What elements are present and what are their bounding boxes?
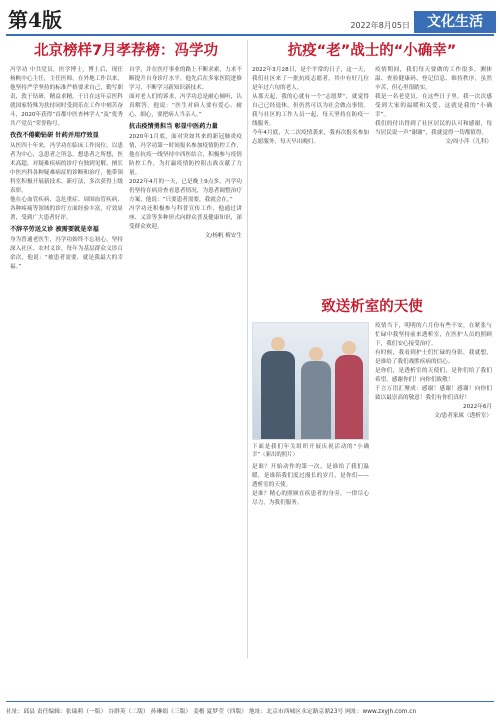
paragraph: 面对老人们的诉求，冯学功总是耐心倾听，认真解答。他说：“医生对病人要有爱心、耐心、细心，要把病人当亲人。” <box>129 94 242 118</box>
section-tag: 文化生活 <box>414 11 496 33</box>
article2-col2 <box>375 66 492 288</box>
paragraph: 千言万语汇聚成：感谢！感谢！感谢！向你们致以最崇高的敬意！我们有你们真好！ <box>375 386 492 401</box>
paragraph: 是你们，是透析室的天使们，是你们给了我们希望。感谢你们！向你们致敬！ <box>375 368 492 383</box>
paragraph: 疫情期间，我们每天要做的工作很多，测体温、查验健康码、登记信息、维持秩序，虽然辛苦，但心里很踏实。 <box>375 67 492 91</box>
paragraph: 从那天起，我的心就有一个“志愿梦”，就觉得自己已经退休，但仍然可以为社会做点事情。我与社区的工作人员一起，每天坚持在防疫一线服务。 <box>252 94 369 127</box>
paragraph: 从医四十年来，冯学功在临床工作岗位，以患者为中心，急患者之所急，想患者之所想，医术高超，对疑难疾病的诊疗有独到见解，擅长中医内科各种疑难病症的诊断和治疗，他带领科室积极开展新技术、新疗法，多次获得上级表彰。 <box>10 143 123 194</box>
article3-title: 致送析室的天使 <box>321 299 423 315</box>
article1-col2 <box>129 66 242 656</box>
paragraph: 2022年4月的一天，已是晚上9点多，冯学功仍坚持在病房查看患者情况，为患者调整治疗方案，他说：“只要患者需要，我就会在。” <box>129 179 242 203</box>
person-figure <box>301 361 331 439</box>
paragraph: 2022年3月28日，是个平常的日子，这一天，我们社区来了一批抗疫志愿者，其中有好几位是年过六旬的老人。 <box>252 67 369 91</box>
paragraph: 是谁？开始动作的第一次，是谁给了我们温暖，是谁陪我们度过漫长的岁月，是你们——透析室的天使。 <box>252 464 369 488</box>
person-head <box>271 337 285 351</box>
group-photo <box>252 322 369 440</box>
article2-col1 <box>252 66 369 288</box>
footer-rule <box>6 701 494 702</box>
page-footer: 社址：邱县 责任编辑：张瑞莉（一版） 谷群英（二版） 孙琳娟（三版） 姜楷 夏梦莹（四版） 地址：北京市西城区永定路京鼎23号 网址：www.zxyjh.com.cn <box>6 709 417 715</box>
article2-author: 文/周小萍（儿科） <box>445 139 492 145</box>
person-head <box>342 341 356 355</box>
article3-body <box>252 322 492 658</box>
photo-caption: 下面是我们年关组织开展庆祝活动的“小确幸”（新出的照片） <box>252 444 369 458</box>
article1-title: 北京榜样7月孝荐榜：冯学功 <box>33 43 219 59</box>
issue-date: 2022年8月05日 <box>350 21 410 30</box>
paragraph: 疫情当下，明明的六月份有些不安，在紧张与忙碌中我坚持前来透析室，在医护人员的照顾下，我们安心接受治疗。 <box>375 323 492 347</box>
article1-subheading-2: 不辞辛劳送义诊 被需要就是幸福 <box>10 226 99 233</box>
header-rule <box>6 34 494 36</box>
person-head <box>309 347 323 361</box>
paragraph: 我们的付出得到了社区居民的认可和感谢，每当居民说一声“谢谢”，我就觉得一切都值得。 <box>375 121 492 136</box>
paragraph: 有时候，我看到护士们忙碌的身影，我就想，是谁给了我们战胜疾病的信心。 <box>375 350 492 365</box>
person-figure <box>261 351 295 439</box>
article2-body <box>252 66 492 288</box>
page-header <box>0 0 500 36</box>
paragraph: 我是一名老党员，在这些日子里，我一次次感受到大家的温暖和关爱，这就是我的“小确幸”。 <box>375 94 492 118</box>
article3-date: 2022年6月 <box>463 404 492 410</box>
article3-author: 文/患者家属（透析室） <box>434 413 492 419</box>
person-figure <box>335 355 363 439</box>
paragraph: 2020年1月底，面对突如其来的新冠肺炎疫情，冯学功第一时间报名参加疫情防控工作，他在抗疫一线坚持中西医结合，积极参与疫情防控工作，为打赢疫情防控阻击战贡献了力量。 <box>129 134 242 176</box>
article1-subheading-3: 抗击疫情勇担当 彰显中医药力量 <box>129 123 218 130</box>
article1-body <box>10 66 242 656</box>
article1-subheading-1: 孜孜不倦勤钻研 针药并用疗效显 <box>10 132 99 139</box>
article2-title: 抗疫“老”战士的“小确幸” <box>287 43 457 59</box>
article3-col1 <box>252 322 369 658</box>
article1-col1 <box>10 66 123 656</box>
column-divider <box>247 40 248 658</box>
paragraph: 冯学功还积极参与科普宣传工作，他通过讲座、义诊等多种形式向群众普及健康知识，深受群众欢迎。 <box>129 206 242 230</box>
paragraph: 自学，并在医疗事业的路上不断求索，力求不断提升自身诊疗水平。他先后在多家医院进修学习，不断学习新知识新技术。 <box>129 67 242 91</box>
paragraph: 今年4月底，大二次疫情袭来，我再次报名参加志愿服务，每天早出晚归。 <box>252 130 369 145</box>
article3-col2 <box>375 322 492 658</box>
article1-author: 文/杨帆 梅安生 <box>204 233 242 239</box>
page-number: 第4版 <box>8 8 62 32</box>
paragraph: 他在心血管疾病、急危重症、周围血管疾病、各种疼痛等领域的诊疗方面经验丰富，疗效显著，受到广大患者好评。 <box>10 197 123 221</box>
paragraph: 冯学功 中共党员，医学博士，博士后，现任杨帆中心主任，主任医师。在外地工作以来，他坚持严学坚持的标准严格要求自己，勤写职责，敦于钻研，精益求精，于日在这年京医科就国家特殊为扶持同时受到乐在工作中刻苦奋斗，2020年获得“首都中医杏林学人”及“优秀共产党员”荣誉称号。 <box>10 67 123 127</box>
paragraph: 是谁？精心的照顾在疾患者的身旁，一律尽心尽力，为我们服务。 <box>252 491 369 506</box>
paragraph: 身为普通老医生，冯学功始终不忘初心，坚持深入社区、农村义诊，每年为基层群众义诊百余次，他说：“被患者需要，就是我最大的幸福。” <box>10 237 123 270</box>
